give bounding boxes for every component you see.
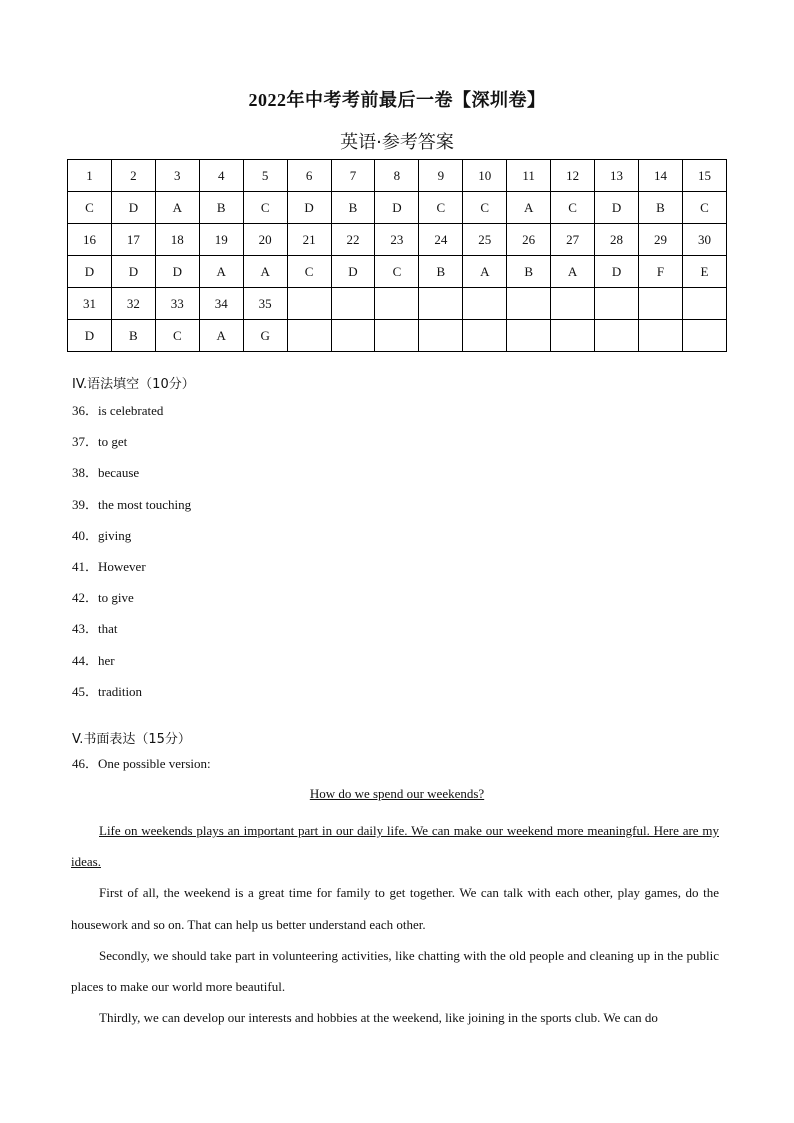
- table-cell: [638, 288, 682, 320]
- list-item: [72, 400, 191, 431]
- essay-paragraph: Thirdly, we can develop our interests and hobbies at the weekend, like joining in the sports club. We can do: [99, 1010, 658, 1026]
- table-cell: C: [68, 192, 112, 224]
- table-cell: G: [243, 320, 287, 352]
- table-cell: 33: [155, 288, 199, 320]
- table-row: [68, 192, 727, 224]
- table-cell: C: [551, 192, 595, 224]
- table-cell: 3: [155, 160, 199, 192]
- table-cell: 26: [507, 224, 551, 256]
- list-item: [72, 618, 191, 649]
- table-cell: E: [682, 256, 726, 288]
- table-cell: 5: [243, 160, 287, 192]
- table-cell: 21: [287, 224, 331, 256]
- table-cell: 12: [551, 160, 595, 192]
- essay-title: How do we spend our weekends?: [309, 786, 485, 801]
- table-cell: 18: [155, 224, 199, 256]
- table-cell: B: [199, 192, 243, 224]
- table-row: [68, 320, 727, 352]
- list-item: [72, 587, 191, 618]
- table-cell: [551, 288, 595, 320]
- table-cell: 10: [463, 160, 507, 192]
- grammar-answer-list: [72, 400, 191, 712]
- table-cell: D: [111, 192, 155, 224]
- table-cell: A: [199, 320, 243, 352]
- table-cell: A: [155, 192, 199, 224]
- table-cell: A: [507, 192, 551, 224]
- page-title: 2022年中考考前最后一卷【深圳卷】: [248, 90, 546, 110]
- question-number: 44．: [72, 652, 99, 668]
- table-cell: [595, 320, 639, 352]
- table-cell: 19: [199, 224, 243, 256]
- table-cell: C: [463, 192, 507, 224]
- table-cell: [419, 320, 463, 352]
- table-cell: 11: [507, 160, 551, 192]
- table-cell: 25: [463, 224, 507, 256]
- list-item: [72, 650, 191, 681]
- table-cell: D: [68, 256, 112, 288]
- table-cell: [463, 288, 507, 320]
- table-cell: [287, 288, 331, 320]
- table-cell: A: [243, 256, 287, 288]
- table-cell: D: [68, 320, 112, 352]
- table-cell: 24: [419, 224, 463, 256]
- table-cell: [419, 288, 463, 320]
- table-cell: 13: [595, 160, 639, 192]
- table-cell: 15: [682, 160, 726, 192]
- table-cell: [375, 320, 419, 352]
- table-cell: C: [243, 192, 287, 224]
- answer-text: the most touching: [98, 496, 192, 512]
- question-number: 36．: [72, 403, 99, 418]
- section-heading-writing: V.书面表达（15分）: [72, 732, 191, 747]
- answer-text: tradition: [98, 683, 143, 699]
- table-cell: [507, 288, 551, 320]
- table-cell: D: [595, 192, 639, 224]
- table-cell: D: [287, 192, 331, 224]
- question-number: 41．: [72, 558, 99, 574]
- answer-text: giving: [98, 527, 132, 543]
- table-cell: [551, 320, 595, 352]
- table-cell: D: [375, 192, 419, 224]
- table-cell: F: [638, 256, 682, 288]
- list-item: [72, 525, 191, 556]
- answer-text: to get: [98, 434, 128, 450]
- table-cell: 6: [287, 160, 331, 192]
- table-cell: 9: [419, 160, 463, 192]
- table-cell: 27: [551, 224, 595, 256]
- answer-text: her: [98, 652, 115, 668]
- answer-text: However: [98, 558, 146, 574]
- table-cell: 16: [68, 224, 112, 256]
- answer-text: to give: [98, 590, 134, 606]
- table-cell: C: [287, 256, 331, 288]
- writing-intro: 46．One possible version:: [72, 756, 211, 771]
- table-cell: [331, 288, 375, 320]
- table-cell: 7: [331, 160, 375, 192]
- table-cell: B: [419, 256, 463, 288]
- table-cell: 14: [638, 160, 682, 192]
- table-cell: B: [638, 192, 682, 224]
- answer-text: is celebrated: [98, 403, 164, 418]
- table-cell: [682, 288, 726, 320]
- list-item: [72, 431, 191, 462]
- table-cell: C: [682, 192, 726, 224]
- table-cell: [331, 320, 375, 352]
- table-cell: A: [463, 256, 507, 288]
- table-cell: B: [331, 192, 375, 224]
- answer-text: because: [98, 465, 140, 481]
- essay-paragraph: First of all, the weekend is a great time for family to get together. We can talk with each other, play games, do the housework and so on. That can help us better understand each other.: [71, 885, 719, 932]
- answer-key-table: [67, 159, 727, 352]
- table-cell: D: [111, 256, 155, 288]
- table-cell: 32: [111, 288, 155, 320]
- list-item: [72, 556, 191, 587]
- table-row: [68, 160, 727, 192]
- list-item: [72, 681, 191, 712]
- question-number: 43．: [72, 621, 99, 637]
- table-cell: 22: [331, 224, 375, 256]
- answer-text: that: [98, 621, 118, 637]
- section-heading-grammar: IV.语法填空（10分）: [72, 377, 195, 392]
- table-cell: 30: [682, 224, 726, 256]
- table-cell: 1: [68, 160, 112, 192]
- table-row: [68, 256, 727, 288]
- question-number: 39．: [72, 496, 99, 512]
- question-number: 37．: [72, 434, 99, 450]
- essay-body: [71, 815, 719, 1033]
- table-cell: [682, 320, 726, 352]
- page-subtitle: 英语·参考答案: [340, 132, 454, 153]
- table-cell: [507, 320, 551, 352]
- table-cell: C: [419, 192, 463, 224]
- question-number: 38．: [72, 465, 99, 481]
- table-cell: C: [155, 320, 199, 352]
- table-cell: 31: [68, 288, 112, 320]
- table-cell: 17: [111, 224, 155, 256]
- list-item: [72, 462, 191, 493]
- table-cell: B: [507, 256, 551, 288]
- table-cell: 34: [199, 288, 243, 320]
- table-cell: [595, 288, 639, 320]
- list-item: [72, 494, 191, 525]
- table-row: [68, 224, 727, 256]
- table-cell: A: [199, 256, 243, 288]
- table-cell: A: [551, 256, 595, 288]
- table-cell: 2: [111, 160, 155, 192]
- table-cell: 4: [199, 160, 243, 192]
- table-row: [68, 288, 727, 320]
- table-cell: 29: [638, 224, 682, 256]
- table-cell: C: [375, 256, 419, 288]
- table-cell: 35: [243, 288, 287, 320]
- table-cell: D: [155, 256, 199, 288]
- table-cell: D: [595, 256, 639, 288]
- table-cell: 23: [375, 224, 419, 256]
- question-number: 42．: [72, 590, 99, 606]
- table-cell: 28: [595, 224, 639, 256]
- table-cell: 8: [375, 160, 419, 192]
- question-number: 45．: [72, 683, 99, 699]
- table-cell: 20: [243, 224, 287, 256]
- essay-paragraph: Secondly, we should take part in volunteering activities, like chatting with the old people and cleaning up in the public places to make our world more beautiful.: [71, 947, 719, 995]
- table-cell: B: [111, 320, 155, 352]
- table-cell: D: [331, 256, 375, 288]
- question-number: 40．: [72, 527, 99, 543]
- table-cell: [638, 320, 682, 352]
- table-cell: [463, 320, 507, 352]
- table-cell: [375, 288, 419, 320]
- essay-paragraph: Life on weekends plays an important part in our daily life. We can make our weekend more meaningful. Here are my ideas.: [71, 823, 719, 870]
- table-cell: [287, 320, 331, 352]
